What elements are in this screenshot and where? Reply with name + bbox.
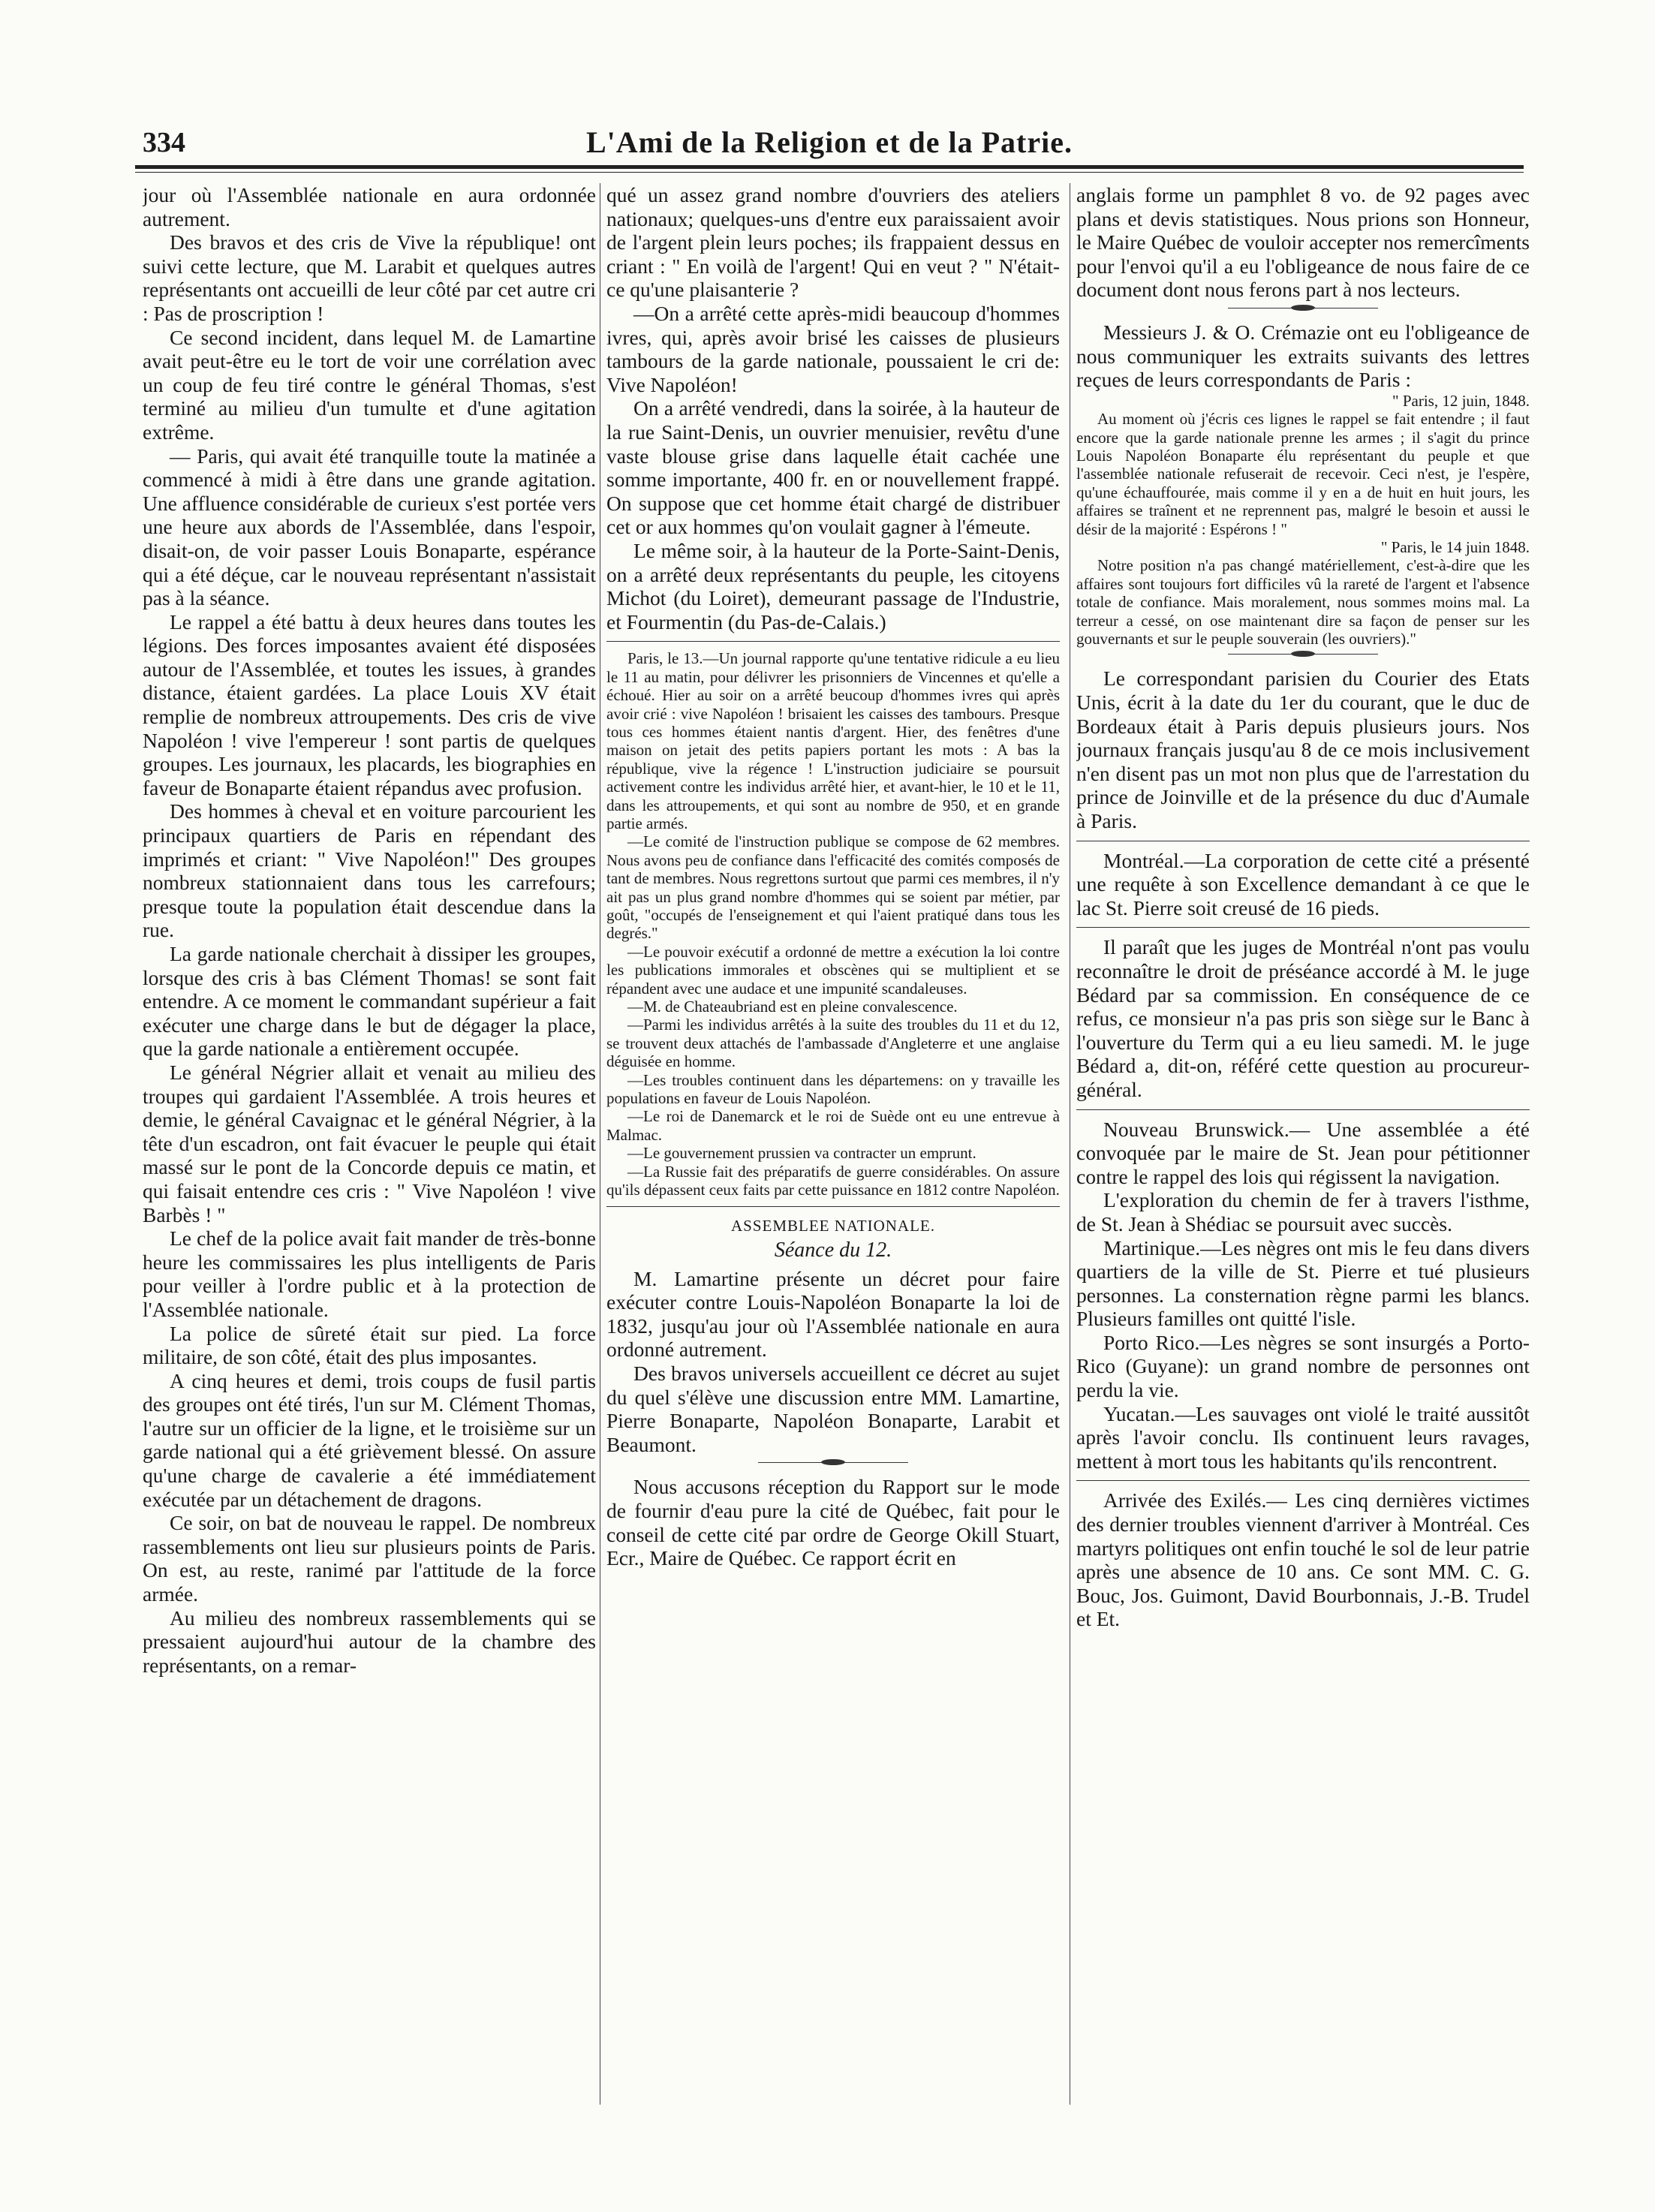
paragraph: Porto Rico.—Les nègres se sont insurgés a Porto-Rico (Guyane): un grand nombre de personnes ont perdu la vie. bbox=[1076, 1330, 1530, 1402]
ornament-separator bbox=[758, 1462, 908, 1469]
paragraph: Le même soir, à la hauteur de la Porte-Saint-Denis, on a arrêté deux représentants du peuple, les citoyens Michot (du Loiret), demeurant passage de l'Industrie, et Fourmentin (du Pas-de-Calais.) bbox=[606, 538, 1060, 634]
letter-dateline: " Paris, le 14 juin 1848. bbox=[1380, 538, 1530, 556]
paragraph: On a arrêté vendredi, dans la soirée, à la hauteur de la rue Saint-Denis, un ouvrier menuisier, revêtu d'une vaste blouse grise dans laquelle était cachée une somme importante, 400 fr. en or nouvellement frappé. On suppose que cet homme était chargé de distribuer cet or aux hommes qu'on voulait gagner à l'émeute. bbox=[606, 396, 1060, 539]
paragraph: anglais forme un pamphlet 8 vo. de 92 pages avec plans et devis statistiques. Nous prions son Honneur, le Maire Québec de vouloir accepter nos remercîments pour l'envoi qu'il a eu l'obligeance de nous faire de ce document dont nous ferons part à nos lecteurs. bbox=[1076, 183, 1530, 302]
column-2 bbox=[606, 183, 1060, 2105]
paragraph: Ce soir, on bat de nouveau le rappel. De nombreux rassemblements ont lieu sur plusieurs points de Paris. On est, au reste, ranimé par l'attitude de la force armée. bbox=[143, 1511, 596, 1606]
paragraph: Yucatan.—Les sauvages ont violé le traité aussitôt après l'avoir conclu. Ils continuent leurs ravages, mettent à mort tous les habitants qu'ils rencontrent. bbox=[1076, 1401, 1530, 1473]
brief-paragraph: —Le roi de Danemarck et le roi de Suède ont eu une entrevue à Malmac. bbox=[606, 1107, 1060, 1144]
page-header bbox=[135, 119, 1524, 161]
paragraph: La police de sûreté était sur pied. La force militaire, de son côté, était des plus imposantes. bbox=[143, 1321, 596, 1369]
brief-paragraph: —Parmi les individus arrêtés à la suite des troubles du 11 et du 12, se trouvent deux attachés de l'ambassade d'Angleterre et une anglaise déguisée en homme. bbox=[606, 1016, 1060, 1071]
brief-paragraph: —Le gouvernement prussien va contracter un emprunt. bbox=[627, 1144, 976, 1163]
paragraph: jour où l'Assemblée nationale en aura ordonnée autrement. bbox=[143, 183, 596, 230]
section-rule bbox=[606, 1206, 1060, 1207]
letter-text: Au moment où j'écris ces lignes le rappel se fait entendre ; il faut encore que la garde nationale prenne les armes ; il s'agit du prince Louis Napoléon Bonaparte élu représentant du peuple et que l'assemblée nationale refuserait de recevoir. Ceci n'est, je l'espère, qu'une échauffourée, mais comme il y en a de huit en huit jours, les affaires se traînent et ne reprennent pas, malgré le besoin et aussi le désir de la majorité : Espérons ! " bbox=[1076, 410, 1530, 538]
section-rule bbox=[1076, 927, 1530, 928]
paragraph: Au milieu des nombreux rassemblements qui se pressaient aujourd'hui autour de la chambre des représentants, on a remar- bbox=[143, 1606, 596, 1677]
header-rule-thick bbox=[135, 165, 1524, 169]
paragraph: M. Lamartine présente un décret pour faire exécuter contre Louis-Napoléon Bonaparte la loi de 1832, jusqu'au jour où l'Assemblée nationale en aura ordonné autrement. bbox=[606, 1266, 1060, 1362]
section-subheading: Séance du 12. bbox=[774, 1238, 892, 1262]
paragraph: Messieurs J. & O. Crémazie ont eu l'obligeance de nous communiquer les extraits suivants des lettres reçues de leurs correspondants de Paris : bbox=[1076, 320, 1530, 392]
column-1 bbox=[143, 183, 596, 2105]
masthead-title: L'Ami de la Religion et de la Patrie. bbox=[585, 125, 1073, 159]
paragraph: qué un assez grand nombre d'ouvriers des ateliers nationaux; quelques-uns d'entre eux paraissaient avoir de l'argent plein leurs poches; ils frappaient dessus en criant : " En voilà de l'argent! Qui en veut ? " N'était-ce qu'une plaisanterie ? bbox=[606, 183, 1060, 302]
paragraph: Le rappel a été battu à deux heures dans toutes les légions. Des forces imposantes avaient été disposées autour de l'Assemblée, et toutes les issues, à grandes distance, étaient gardées. La place Louis XV était remplie de nombreux attroupements. Des cris de vive Napoléon ! vive l'empereur ! sont partis de quelques groupes. Les journaux, les placards, les biographies en faveur de Bonaparte étaient répandus avec profusion. bbox=[143, 609, 596, 799]
column-3 bbox=[1076, 183, 1530, 2105]
brief-paragraph: Paris, le 13.—Un journal rapporte qu'une tentative ridicule a eu lieu le 11 au matin, pour délivrer les prisonniers de Vincennes et qu'elle a échoué. Hier au soir on a arrêté beucoup d'hommes ivres qui après avoir crié : vive Napoléon ! brisaient les caisses des tambours. Presque tous ces hommes étaient nantis d'argent. Hier, des fenêtres d'une maison on jetait des petits papiers portant les mots : A bas la république, vive la régence ! L'instruction judiciaire se poursuit activement contre les individus arrêté hier, et avant-hier, le 10 et le 11, dans les attroupements, et qui sont au nombre de 950, et en grande partie armés. bbox=[606, 649, 1060, 832]
paragraph: A cinq heures et demi, trois coups de fusil partis des groupes ont été tirés, l'un sur M. Clément Thomas, l'autre sur un officier de la ligne, et le troisième sur un garde national qui a été grièvement blessé. On assure qu'une charge de cavalerie a été immédiatement exécutée par un détachement de dragons. bbox=[143, 1368, 596, 1511]
page-number: 334 bbox=[143, 127, 185, 158]
letter-extracts bbox=[1076, 392, 1530, 649]
brief-paragraph: —M. de Chateaubriand est en pleine convalescence. bbox=[627, 998, 958, 1016]
paragraph: Le correspondant parisien du Courier des Etats Unis, écrit à la date du 1er du courant, que le duc de Bordeaux était à Paris depuis plusieurs jours. Nos journaux français jusqu'au 8 de ce mois inclusivement n'en disent pas un mot non plus que de l'arrestation du prince de Joinville et de la présence du duc d'Aumale à Paris. bbox=[1076, 667, 1530, 832]
header-rule-thin bbox=[135, 172, 1524, 173]
paris-news-brief bbox=[606, 649, 1060, 1199]
paragraph: —On a arrêté cette après-midi beaucoup d'hommes ivres, qui, après avoir brisé les caisses de plusieurs tambours de la garde nationale, poussaient le cri de: Vive Napoléon! bbox=[606, 301, 1060, 396]
brief-paragraph: —Les troubles continuent dans les départemens: on y travaille les populations en faveur de Louis Napoléon. bbox=[606, 1070, 1060, 1108]
paragraph: Des hommes à cheval et en voiture parcourient les principaux quartiers de Paris en répendant des imprimés et criant: " Vive Napoléon!" Des groupes nombreux stationnaient dans tous les carrefours; presque toute la population était descendue dans la rue. bbox=[143, 799, 596, 942]
paragraph: Des bravos et des cris de Vive la république! ont suivi cette lecture, que M. Larabit et quelques autres représentants ont accueilli de leur côté par cet autre cri : Pas de proscription ! bbox=[143, 230, 596, 325]
brief-paragraph: —Le pouvoir exécutif a ordonné de mettre a exécution la loi contre les publications immorales et obscènes qui se multiplient et se répandent avec une audace et une impunité scandaleuses. bbox=[606, 942, 1060, 998]
paragraph: Arrivée des Exilés.— Les cinq dernières victimes des dernier troubles viennent d'arriver à Montréal. Ces martyrs politiques ont enfin touché le sol de leur patrie après une absence de 10 ans. Ce sont MM. C. G. Bouc, Jos. Guimont, David Bourbonnais, J.-B. Trudel et Et. bbox=[1076, 1488, 1530, 1631]
paragraph: Le chef de la police avait fait mander de très-bonne heure les commissaires les plus intelligents de Paris pour veiller à l'ordre public et à la protection de l'Assemblée nationale. bbox=[143, 1226, 596, 1321]
section-rule bbox=[1076, 1480, 1530, 1481]
paragraph: Nouveau Brunswick.— Une assemblée a été convoquée par le maire de St. Jean pour pétitionner contre le rappel des lois qui régissent la navigation. bbox=[1076, 1117, 1530, 1188]
section-rule bbox=[606, 641, 1060, 642]
paragraph: Nous accusons réception du Rapport sur le mode de fournir d'eau pure la cité de Québec, fait pour le conseil de cette cité par ordre de George Okill Stuart, Ecr., Maire de Québec. Ce rapport écrit en bbox=[606, 1475, 1060, 1570]
paragraph: La garde nationale cherchait à dissiper les groupes, lorsque des cris à bas Clément Thomas! se sont fait entendre. A ce moment le commandant supérieur a fait exécuter une charge dans le but de dégager la place, que la garde nationale a entièrement occupée. bbox=[143, 942, 596, 1061]
paragraph: Martinique.—Les nègres ont mis le feu dans divers quartiers de la ville de St. Pierre et tué plusieurs personnes. La consternation règne parmi les blancs. Plusieurs familles ont quitté l'isle. bbox=[1076, 1235, 1530, 1331]
ornament-separator bbox=[1228, 308, 1378, 314]
letter-dateline: " Paris, 12 juin, 1848. bbox=[1392, 391, 1530, 410]
section-heading: ASSEMBLEE NATIONALE. bbox=[731, 1217, 935, 1235]
paragraph: Ce second incident, dans lequel M. de Lamartine avait peut-être eu le tort de voir une corrélation avec un coup de feu tiré contre le général Thomas, s'est terminé au milieu d'un tumulte et d'une agitation extrême. bbox=[143, 325, 596, 444]
paragraph: Le général Négrier allait et venait au milieu des troupes qui gardaient l'Assemblée. A trois heures et demie, le général Cavaignac et le général Négrier, à la tête d'un escadron, ont fait évacuer le peuple qui était massé sur le pont de la Concorde depuis ce matin, et qui faisait entendre ces cris : " Vive Napoléon ! vive Barbès ! " bbox=[143, 1060, 596, 1226]
paragraph: Montréal.—La corporation de cette cité a présenté une requête à son Excellence demandant à ce que le lac St. Pierre soit creusé de 16 pieds. bbox=[1076, 848, 1530, 919]
brief-paragraph: —Le comité de l'instruction publique se compose de 62 membres. Nous avons peu de confiance dans l'efficacité des comités composés de tant de membres. Nous regrettons surtout que parmi ces membres, il n'y ait pas un plus grand nombre d'hommes qui se soient par métier, par goût, "occupés de l'enseignement et qui l'aient pratiqué dans tous les degrés." bbox=[606, 832, 1060, 943]
paragraph: Des bravos universels accueillent ce décret au sujet du quel s'élève une discussion entre MM. Lamartine, Pierre Bonaparte, Napoléon Bonaparte, Larabit et Beaumont. bbox=[606, 1362, 1060, 1456]
ornament-separator bbox=[1228, 654, 1378, 661]
letter-text: Notre position n'a pas changé matériellement, c'est-à-dire que les affaires sont toujours fort difficiles vû la rareté de l'argent et l'absence totale de confiance. Mais moralement, nous sommes moins mal. La terreur a cessé, on ose maintenant dire sa façon de penser sur les gouvernants et sur le peuple souverain (les ouvriers)." bbox=[1076, 556, 1530, 649]
brief-paragraph: —La Russie fait des préparatifs de guerre considérables. On assure qu'ils dépassent ceux faits par cette puissance en 1812 contre Napoléon. bbox=[606, 1162, 1060, 1199]
paragraph: Il paraît que les juges de Montréal n'ont pas voulu reconnaître le droit de préséance accordé à M. le juge Bédard par sa commission. En conséquence de ce refus, ce monsieur n'a pas pris son siège sur le Banc à l'ouverture du Term qui a eu lieu samedi. M. le juge Bédard a, dit-on, référé cette question au procureur-général. bbox=[1076, 935, 1530, 1101]
paragraph: — Paris, qui avait été tranquille toute la matinée a commencé à midi à être dans une grande agitation. Une affluence considérable de curieux s'est portée vers une heure aux abords de l'Assemblée, dans l'espoir, disait-on, de voir passer Louis Bonaparte, espérance qui a été déçue, car le nouveau représentant n'assistait pas à la séance. bbox=[143, 444, 596, 610]
paragraph: L'exploration du chemin de fer à travers l'isthme, de St. Jean à Shédiac se poursuit avec succès. bbox=[1076, 1188, 1530, 1235]
section-rule bbox=[1076, 1109, 1530, 1110]
